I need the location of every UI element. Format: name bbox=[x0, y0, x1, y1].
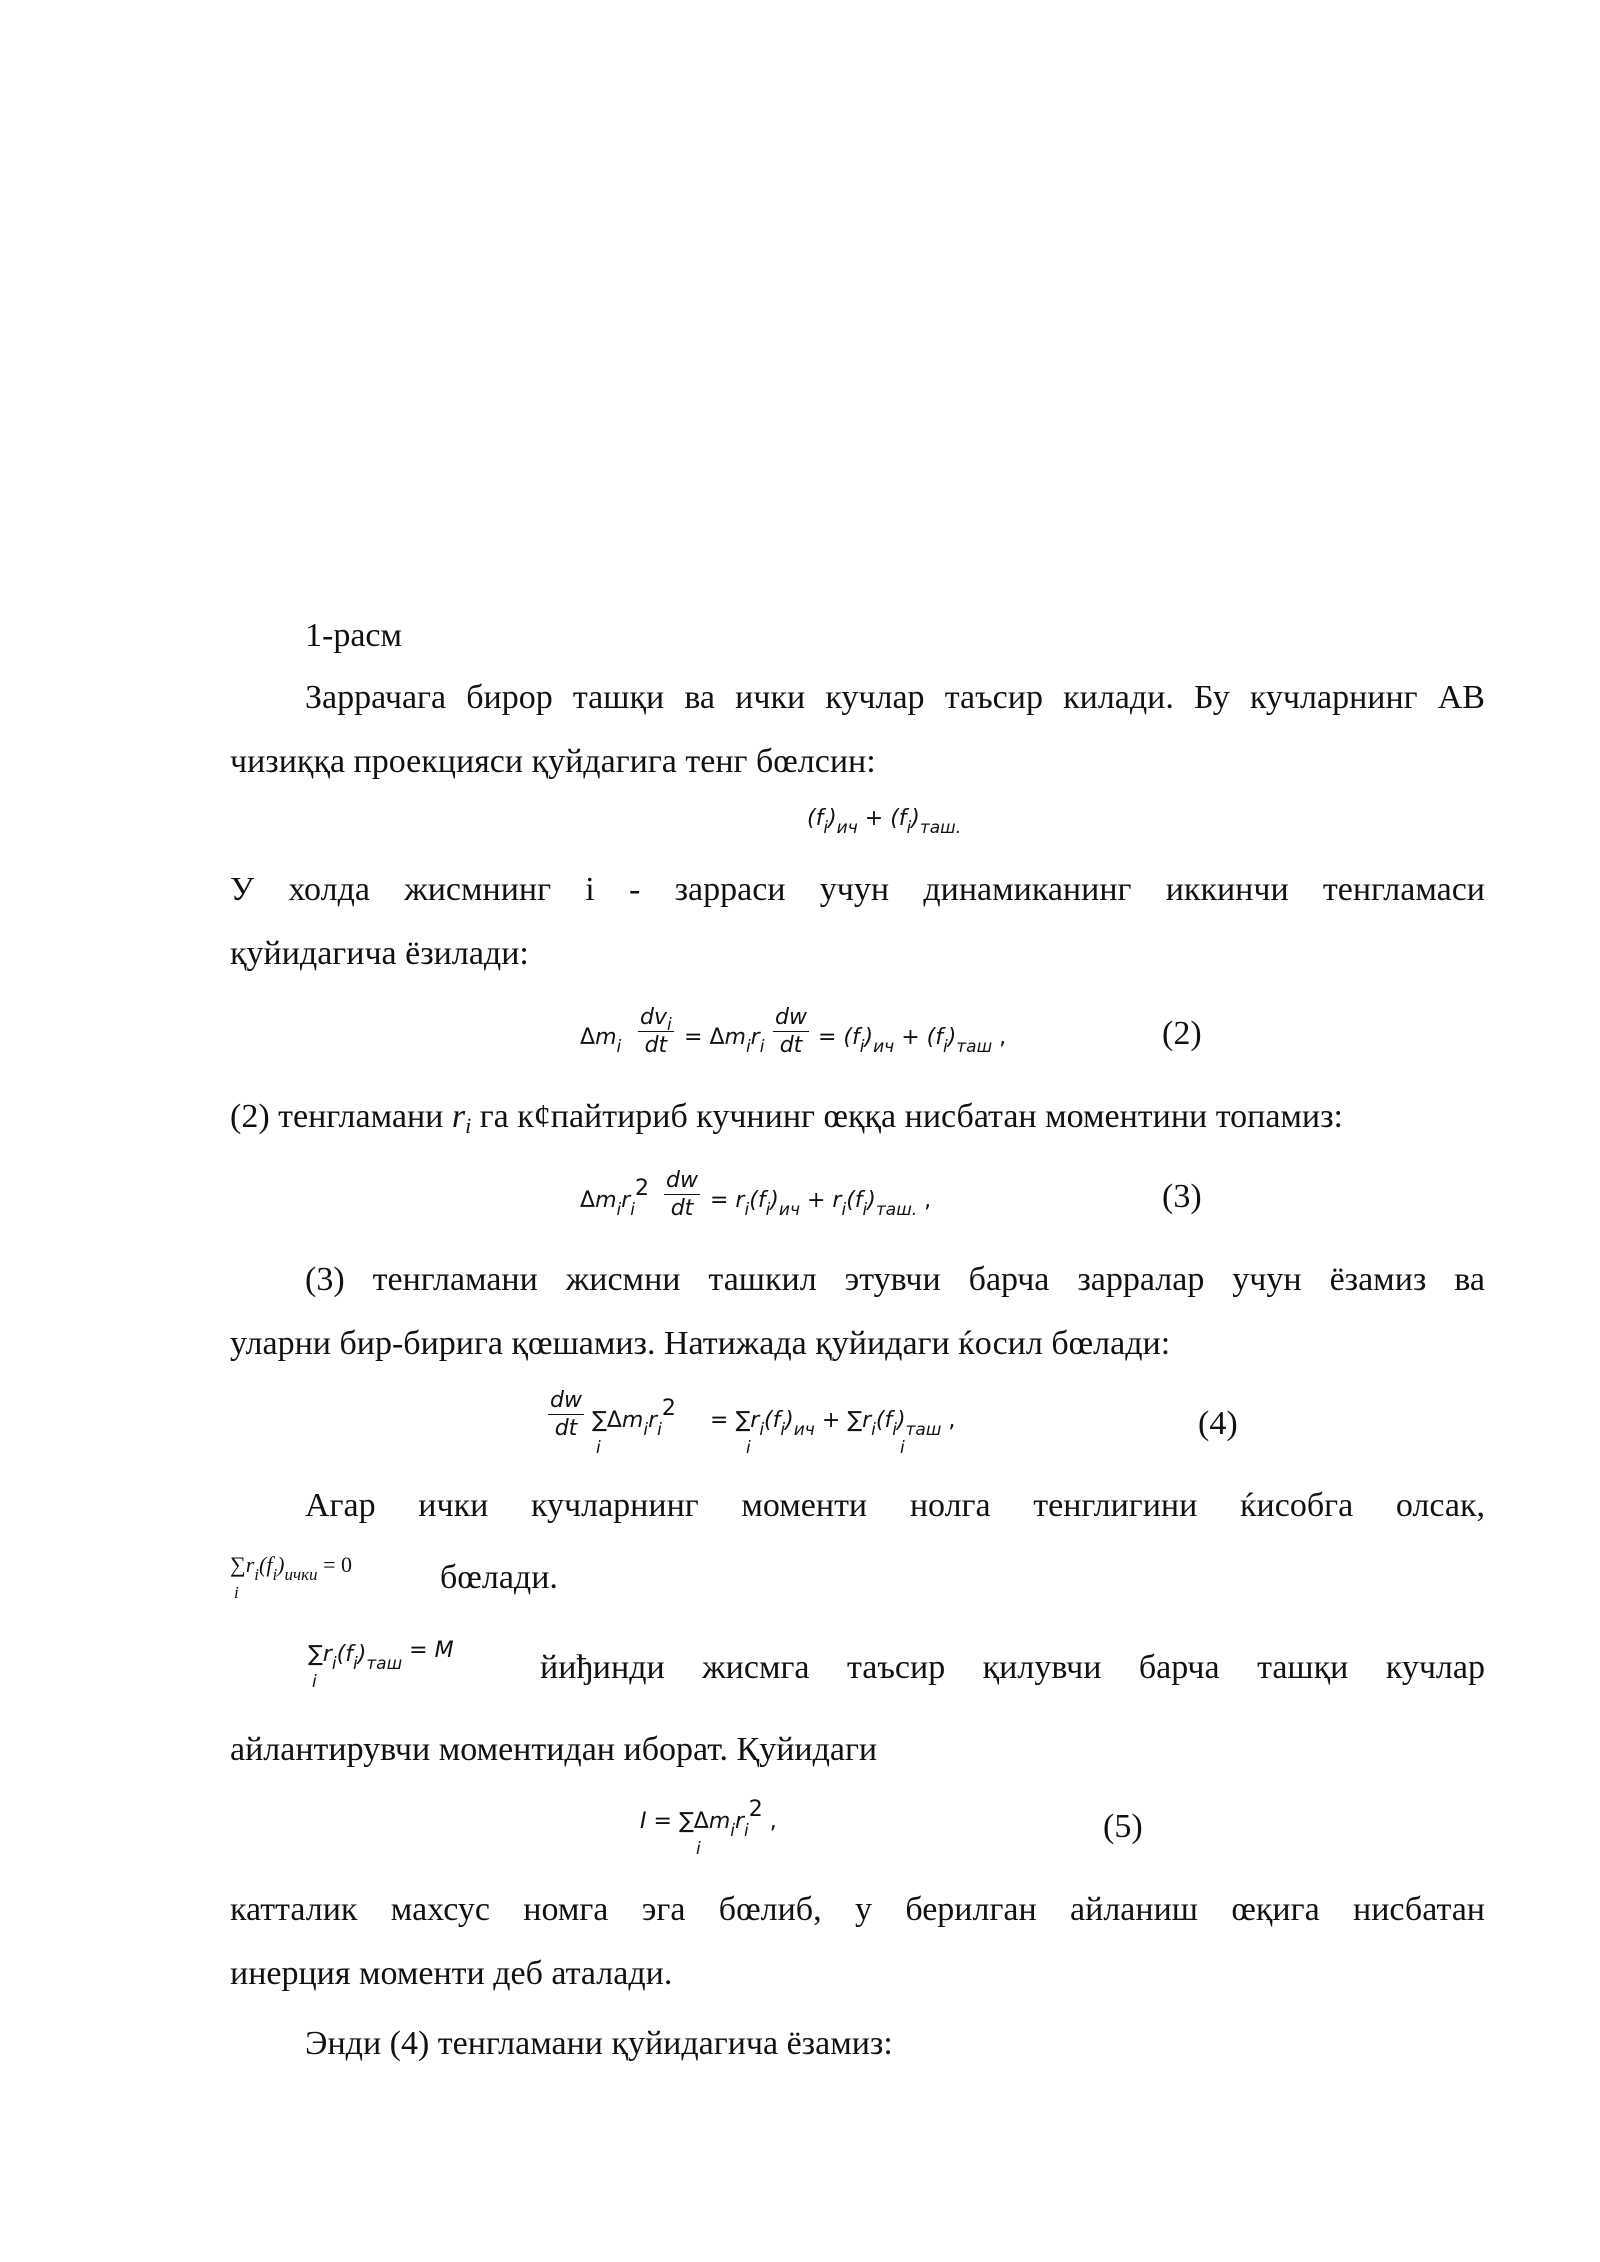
equation-number-4: (4) bbox=[1198, 1405, 1238, 1442]
paragraph-7-line-2: инерция моменти деб аталади. bbox=[230, 1955, 673, 1992]
paragraph-6-line-2: айлантирувчи моментидан иборат. Қуйидаги bbox=[230, 1731, 878, 1768]
fraction-dw-dt-3: $\frac{dw}{dt}$ bbox=[666, 1168, 698, 1221]
fraction-dw-dt-4: $\frac{dw}{dt}$ bbox=[550, 1388, 582, 1441]
paragraph-6-line-1: йиђинди жисмга таъсир қилувчи барча ташқи кучлар bbox=[540, 1649, 1485, 1686]
fraction-dw-dt: $\frac{dw}{dt}$ bbox=[775, 1005, 807, 1058]
equation-5: $I = \sum\Delta m_ir_i2$ , i bbox=[640, 1797, 777, 1859]
paragraph-2-line-2: қуйидагича ёзилади: bbox=[230, 935, 529, 972]
paragraph-3: (2) тенгламани ri га к¢пайтириб кучнинг œққа нисбатан моментини топамиз: bbox=[230, 1098, 1344, 1138]
figure-caption: 1-расм bbox=[305, 617, 403, 654]
equation-number-2: (2) bbox=[1162, 1015, 1202, 1052]
paragraph-7-line-1: катталик махсус номга эга бœлиб, у берилган айланиш œқига нисбатан bbox=[230, 1891, 1485, 1928]
equation-number-5: (5) bbox=[1103, 1808, 1143, 1845]
equation-internal-sum-zero: $\sum r_i(f_i)_{ички} = 0$ i bbox=[230, 1552, 352, 1602]
paragraph-4-line-1: (3) тенгламани жисмни ташкил этувчи барча зарралар учун ёзамиз ва bbox=[305, 1261, 1485, 1298]
paragraph-1-line-1: Заррачага бирор ташқи ва ички кучлар таъсир килади. Бу кучларнинг AB bbox=[305, 679, 1485, 716]
paragraph-2-line-1: У холда жисмнинг i - зарраси учун динамиканинг иккинчи тенгламаси bbox=[230, 871, 1485, 908]
document-page: 1-расм Заррачага бирор ташқи ва ички кучлар таъсир килади. Бу кучларнинг AB чизиққа проекцияси қуйдагига тенг бœлсин: $(f_i)_{ич} + (f_i)_{таш.}$ У холда жисмнинг i - зарраси учун динамиканинг иккинчи тенгламаси қуйидагича ёзилади: $\Delta m_i$ $dv_i$ dt = $\Delta m_ir_i$ $\frac{dw}{dt}$ = $(f_i)_{ич} + (f_i)_{таш}$ , (2) (2) тенгламани ri га к¢пайтириб кучнинг œққа нисбатан моментини топамиз: $\Delta m_ir_i2$ $\frac{dw}{dt}$ = $r_i(f_i)_{ич} + r_i(f_i)_{таш.}$ , (3) (3) тенгламани жисмни ташкил этувчи барча зарралар учун ёзамиз ва уларни бир-бирига қœшамиз. Натижада қуйидаги ќосил бœлади: $\frac{dw}{dt}$ $\sum\Delta m_ir_i2$ i = $\sum r_i(f_i)_{ич} + \sum r_i(f_i)_{таш}$ , i i (4) Агар ички кучларнинг моменти нолга тенглигини ќисобга олсак, $\sum r_i(f_i)_{ички} = 0$ i бœлади. $\sum r_i(f_i)_{таш} = M$ i йиђинди жисмга таъсир қилувчи барча ташқи кучлар айлантирувчи моментидан иборат. Қуйидаги $I = \sum\Delta m_ir_i2$ , i (5) катталик махсус номга эга бœлиб, у берилган айланиш œқига нисбатан инерция моменти деб аталади. Энди (4) тенгламани қуйидагича ёзамиз: bbox=[0, 0, 1600, 2262]
equation-4: $\frac{dw}{dt}$ $\sum\Delta m_ir_i2$ i = $\sum r_i(f_i)_{ич} + \sum r_i(f_i)_{таш}$ , i i bbox=[550, 1388, 956, 1458]
equation-2: $\Delta m_i$ $dv_i$ dt = $\Delta m_ir_i$ $\frac{dw}{dt}$ = $(f_i)_{ич} + (f_i)_{таш}$ , bbox=[580, 1005, 1007, 1058]
equation-3: $\Delta m_ir_i2$ $\frac{dw}{dt}$ = $r_i(f_i)_{ич} + r_i(f_i)_{таш.}$ , bbox=[580, 1168, 932, 1221]
paragraph-8: Энди (4) тенгламани қуйидагича ёзамиз: bbox=[305, 2025, 893, 2062]
equation-external-moment-sum: $\sum r_i(f_i)_{таш} = M$ i bbox=[308, 1638, 454, 1692]
fraction-dv-dt: $dv_i$ dt bbox=[640, 1005, 672, 1058]
paragraph-5-line-1: Агар ички кучларнинг моменти нолга тенглигини ќисобга олсак, bbox=[305, 1487, 1485, 1524]
paragraph-1-line-2: чизиққа проекцияси қуйдагига тенг бœлсин: bbox=[230, 743, 876, 780]
paragraph-4-line-2: уларни бир-бирига қœшамиз. Натижада қуйидаги ќосил бœлади: bbox=[230, 1325, 1171, 1362]
equation-number-3: (3) bbox=[1162, 1178, 1202, 1215]
paragraph-5-tail: бœлади. bbox=[440, 1559, 558, 1596]
